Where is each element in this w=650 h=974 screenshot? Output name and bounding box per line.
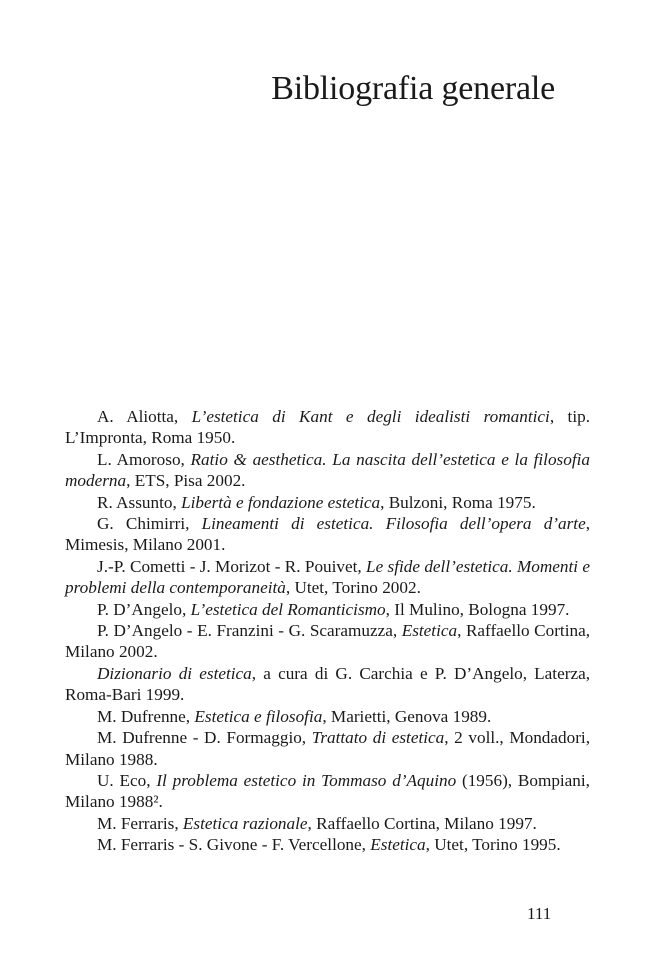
entry-publication: , Raffaello Cortina, Milano 2002. (65, 621, 590, 662)
bibliography-entry (65, 834, 590, 855)
entry-title: Libertà e fondazione estetica (181, 492, 381, 512)
entry-title: Le sfide dell’estetica. Momenti e problemi della contemporaneità (65, 556, 590, 598)
entry-author: M. Dufrenne, (97, 706, 195, 726)
entry-publication: , Marietti, Genova 1989. (322, 706, 492, 726)
entry-author: P. D’Angelo - E. Franzini - G. Scaramuzza, (97, 621, 402, 641)
entry-author: M. Ferraris, (97, 813, 183, 833)
entry-publication: , Mimesis, Milano 2001. (65, 514, 590, 555)
bibliography-entry (65, 620, 590, 663)
entry-title: Estetica (370, 835, 426, 855)
entry-title: Estetica e filosofia (194, 706, 323, 726)
page-number: 111 (527, 904, 552, 923)
bibliography-entry (65, 492, 590, 513)
entry-publication: , Il Mulino, Bologna 1997. (385, 599, 570, 619)
entry-publication: (1956), Bompiani, Milano 1988². (65, 770, 590, 812)
entry-author: G. Chimirri, (97, 514, 202, 534)
entry-title: Lineamenti di estetica. Filosofia dell’opera d’arte (201, 514, 586, 534)
bibliography-entry (65, 727, 590, 770)
bibliography-entry (65, 663, 590, 706)
entry-publication: , Utet, Torino 1995. (425, 835, 561, 855)
entry-author: M. Dufrenne - D. Formaggio, (97, 728, 312, 748)
entry-title: Il problema estetico in Tommaso d’Aquino (156, 770, 457, 790)
entry-author: M. Ferraris - S. Givone - F. Vercellone, (97, 835, 371, 855)
bibliography-entry (65, 449, 590, 492)
entry-publication: , 2 voll., Mondadori, Milano 1988. (65, 728, 590, 769)
entry-title: Estetica razionale (182, 813, 308, 833)
entry-publication: , Utet, Torino 2002. (285, 578, 421, 598)
bibliography-entry (65, 556, 590, 599)
entry-publication: , ETS, Pisa 2002. (126, 471, 246, 491)
entry-author: R. Assunto, (97, 492, 182, 512)
entry-publication: , Bulzoni, Roma 1975. (380, 492, 536, 512)
entry-author: A. Aliotta, (97, 407, 192, 426)
entry-publication: , Raffaello Cortina, Milano 1997. (307, 813, 537, 833)
page-title: Bibliografia generale (271, 70, 555, 107)
entry-title: Trattato di estetica (311, 728, 445, 748)
bibliography-entry (65, 406, 590, 449)
bibliography-entry (65, 706, 590, 727)
entry-publication: , a cura di G. Carchia e P. D’Angelo, Laterza, Roma-Bari 1999. (65, 663, 590, 705)
bibliography-entry (65, 513, 590, 556)
bibliography-list (65, 406, 590, 856)
entry-title: L’estetica del Romanticismo (190, 599, 386, 619)
entry-title: L’estetica di Kant e degli idealisti romantici (191, 407, 550, 426)
entry-author: U. Eco, (97, 770, 157, 790)
entry-title: Ratio & aesthetica. La nascita dell’estetica e la filosofia moderna (65, 449, 590, 491)
entry-author: J.-P. Cometti - J. Morizot - R. Pouivet, (97, 556, 367, 576)
bibliography-entry (65, 770, 590, 813)
entry-author: P. D’Angelo, (97, 599, 191, 619)
entry-publication: , tip. L’Impronta, Roma 1950. (65, 407, 590, 448)
entry-title: Estetica (401, 621, 458, 641)
bibliography-entry (65, 599, 590, 620)
entry-title: Dizionario di estetica (97, 663, 252, 683)
bibliography-entry (65, 813, 590, 834)
entry-author: L. Amoroso, (97, 449, 191, 469)
